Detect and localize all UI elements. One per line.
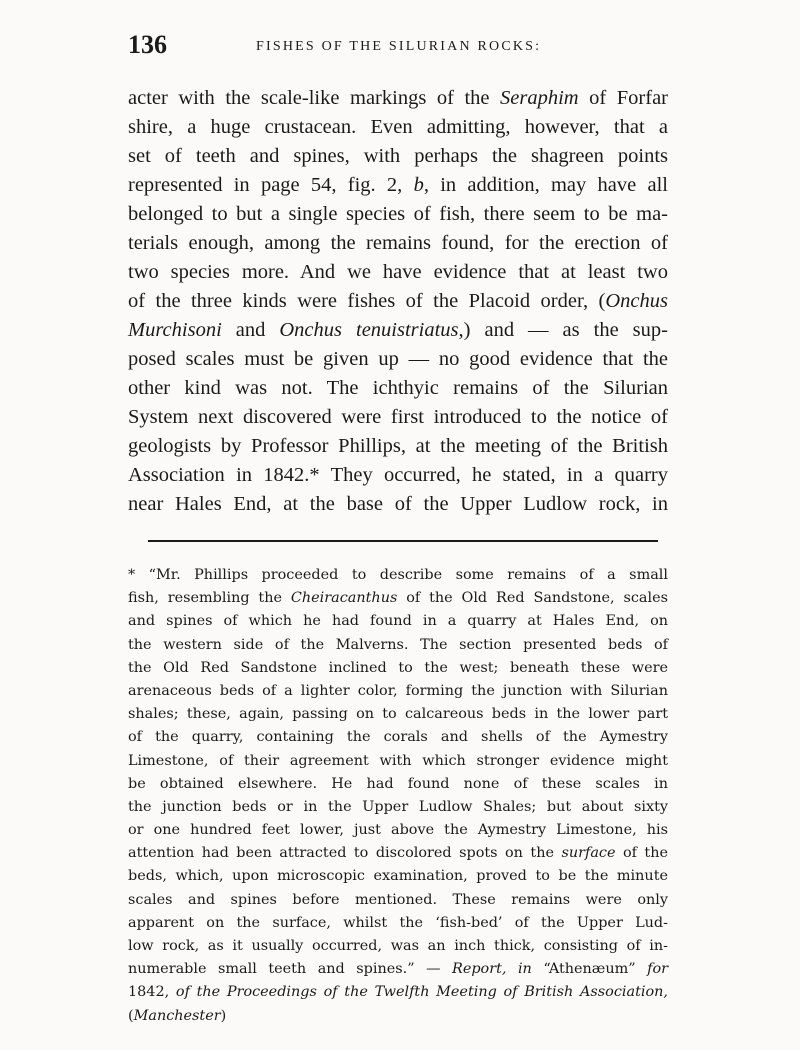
text-run: posed scales must be given up — no good evidence that the [128,348,668,370]
footnote-line [128,819,668,842]
text-run: of the Old Red Sandstone, scales [397,590,668,607]
italic-run: Seraphim [500,87,579,109]
text-run: of Forfar [578,87,668,109]
footnote-line [128,587,668,610]
text-line [128,113,668,142]
italic-run: Cheiracanthus [290,590,398,607]
italic-run: Report, in [451,961,532,978]
text-run: geologists by Professor Phillips, at the meeting of the British [128,435,668,457]
footnote-block [128,564,668,1028]
text-run: , in addition, may have all [423,174,668,196]
text-run: two species more. And we have evidence that at least two [128,261,668,283]
footnote-line [128,796,668,819]
text-run: the Old Red Sandstone inclined to the west; beneath these were [128,659,668,676]
text-run: shales; these, again, passing on to calcareous beds in the lower part [128,706,668,723]
text-run: terials enough, among the remains found, for the erection of [128,232,668,254]
text-run: arenaceous beds of a lighter color, forming the junction with Silurian [128,682,668,699]
italic-run: for [647,961,668,978]
footnote-line [128,564,668,587]
italic-run: Murchisoni [128,319,222,341]
footnote-line [128,750,668,773]
text-run: ) [220,1007,227,1024]
text-run: the junction beds or in the Upper Ludlow Shales; but about sixty [128,798,668,815]
italic-run: Onchus [605,290,668,312]
text-line [128,403,668,432]
italic-run: surface [561,845,616,862]
text-run: numerable small teeth and spines.” — [128,961,452,978]
text-line [128,461,668,490]
text-line [128,490,668,519]
text-run: fish, resembling the [128,590,291,607]
text-line [128,345,668,374]
text-run: low rock, as it usually occurred, was an inch thick, consisting of in- [128,938,668,954]
text-run: or one hundred feet lower, just above the Aymestry Limestone, his [128,822,668,839]
footnote-divider [148,540,658,542]
footnote-line [128,958,668,981]
text-line [128,229,668,258]
text-run: and spines of which he had found in a quarry at Hales End, on [128,613,668,630]
text-run: Association in 1842.* They occurred, he stated, in a quarry [128,464,668,486]
text-run: belonged to but a single species of fish, there seem to be ma- [128,203,668,225]
main-text-block [128,84,668,519]
text-run: attention had been attracted to discolored spots on the [128,845,562,862]
footnote-line [128,981,668,1004]
text-run: be obtained elsewhere. He had found none of these scales in [128,775,668,792]
footnote-line [128,726,668,749]
footnote-line [128,634,668,657]
footnote-line [128,935,668,958]
text-line [128,258,668,287]
italic-run: Manchester [133,1007,221,1024]
italic-run: b [413,174,424,196]
text-run: scales and spines before mentioned. These remains were only [128,891,668,908]
text-line [128,432,668,461]
page-header [128,30,668,62]
footnote-line [128,773,668,796]
text-run: beds, which, upon microscopic examination, proved to be the minute [128,868,668,885]
text-line [128,200,668,229]
text-run: ( [128,1007,134,1024]
text-run: set of teeth and spines, with perhaps the shagreen points [128,145,668,167]
text-line [128,171,668,200]
text-run: of the [615,845,668,862]
footnote-line [128,703,668,726]
running-title: FISHES OF THE SILURIAN ROCKS: [256,39,542,54]
page-number: 136 [128,30,167,59]
text-run: represented in page 54, fig. 2, [128,174,414,196]
text-run: acter with the scale-like markings of the [128,87,501,109]
text-line [128,84,668,113]
footnote-line [128,842,668,865]
italic-run: of the Proceedings of the Twelfth Meeting of British Association, [175,984,668,1001]
text-line [128,287,668,316]
italic-run: Onchus tenuistriatus [279,319,459,341]
text-run: of the three kinds were fishes of the Placoid order, ( [128,290,606,312]
text-run: other kind was not. The ichthyic remains of the Silurian [128,377,668,399]
footnote-line [128,865,668,888]
text-line [128,316,668,345]
text-run: shire, a huge crustacean. Even admitting, however, that a [128,116,668,138]
text-run: and [221,319,280,341]
footnote-line [128,610,668,633]
text-run: * “Mr. Phillips proceeded to describe some remains of a small [128,567,668,583]
footnote-line [128,1005,668,1028]
text-line [128,374,668,403]
text-run: 1842, [128,984,176,1001]
text-line [128,142,668,171]
footnote-line [128,657,668,680]
text-run: of the quarry, containing the corals and shells of the Aymestry [128,729,668,746]
text-run: System next discovered were first introduced to the notice of [128,406,668,428]
text-run: the western side of the Malverns. The section presented beds of [128,636,668,653]
text-run: ,) and — as the sup- [458,319,668,341]
text-run: near Hales End, at the base of the Upper Ludlow rock, in [128,493,668,515]
text-run: “Athenæum” [531,961,648,978]
footnote-line [128,680,668,703]
footnote-line [128,889,668,912]
text-run: Limestone, of their agreement with which stronger evidence might [128,752,668,769]
text-run: apparent on the surface, whilst the ‘fish-bed’ of the Upper Lud- [128,914,668,931]
footnote-line [128,912,668,935]
